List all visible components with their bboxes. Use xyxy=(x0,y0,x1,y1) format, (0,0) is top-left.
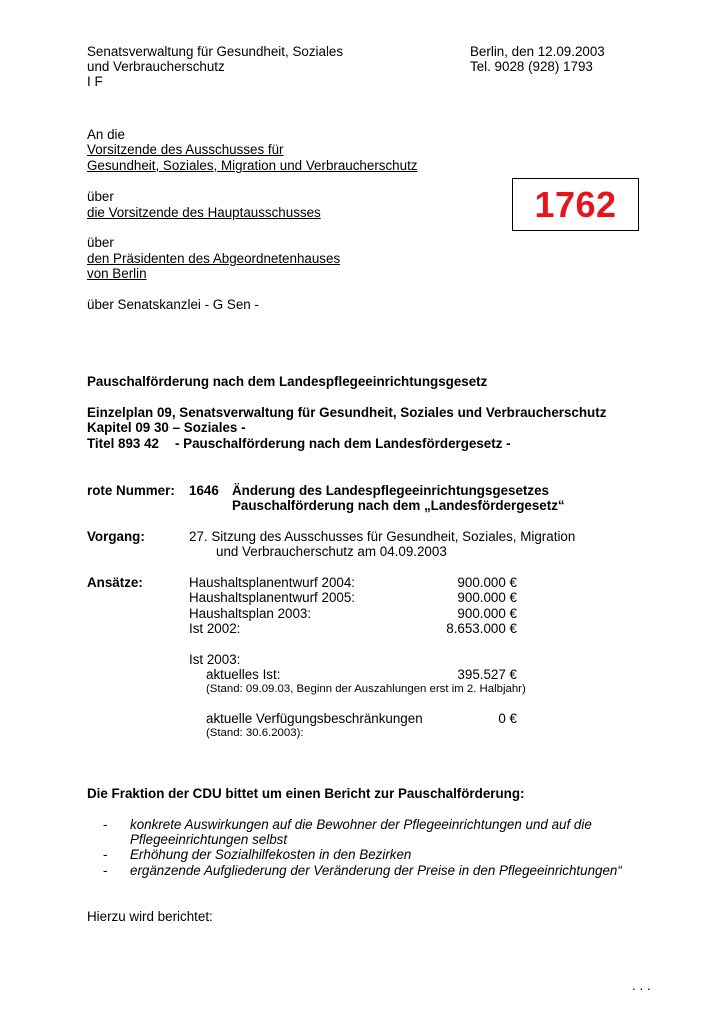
red-number-text-1: Änderung des Landespflegeeinrichtungsgesetzes xyxy=(232,483,549,498)
current-actual-value: 395.527 € xyxy=(457,667,517,682)
budget-line-1: Einzelplan 09, Senatsverwaltung für Gesundheit, Soziales und Verbraucherschutz xyxy=(87,405,607,420)
list-item-dash: - xyxy=(103,817,108,832)
via-line-2b: von Berlin xyxy=(87,266,147,281)
process-line-2: und Verbraucherschutz am 04.09.2003 xyxy=(216,544,447,559)
red-number-value: 1646 xyxy=(189,483,219,498)
red-number-text-2: Pauschalförderung nach dem „Landesfördergesetz“ xyxy=(232,498,565,513)
estimate-row-value: 8.653.000 € xyxy=(446,621,517,636)
continuation-marker: . . . xyxy=(632,978,651,993)
sender-line-3: I F xyxy=(87,74,103,89)
restrictions-note: (Stand: 30.6.2003): xyxy=(206,727,304,739)
via-line-3: über Senatskanzlei - G Sen - xyxy=(87,297,259,312)
process-label: Vorgang: xyxy=(87,529,145,544)
closing-line: Hierzu wird berichtet: xyxy=(87,909,213,924)
list-item: konkrete Auswirkungen auf die Bewohner der Pflegeeinrichtungen und auf die xyxy=(130,817,592,832)
estimate-row-value: 900.000 € xyxy=(457,590,517,605)
current-actual-note: (Stand: 09.09.03, Beginn der Auszahlungen erst im 2. Halbjahr) xyxy=(206,683,526,695)
recipient-line-1: Vorsitzende des Ausschusses für xyxy=(87,142,284,157)
estimate-row-value: 900.000 € xyxy=(457,575,517,590)
list-item-dash: - xyxy=(103,847,108,862)
restrictions-label: aktuelle Verfügungsbeschränkungen xyxy=(206,711,423,726)
recipient-line-2: Gesundheit, Soziales, Migration und Verbraucherschutz xyxy=(87,158,418,173)
process-line-1: 27. Sitzung des Ausschusses für Gesundheit, Soziales, Migration xyxy=(189,529,576,544)
estimate-row-label: Ist 2002: xyxy=(189,621,241,636)
sender-line-1: Senatsverwaltung für Gesundheit, Soziales xyxy=(87,44,344,59)
document-number: 1762 xyxy=(534,183,617,225)
budget-title-name: - Pauschalförderung nach dem Landesfördergesetz - xyxy=(175,436,511,451)
estimates-label: Ansätze: xyxy=(87,575,143,590)
recipient-label: An die xyxy=(87,127,125,142)
estimate-row-label: Haushaltsplanentwurf 2004: xyxy=(189,575,356,590)
via-line-1: die Vorsitzende des Hauptausschusses xyxy=(87,205,321,220)
budget-title-number: Titel 893 42 xyxy=(87,436,159,451)
estimate-row-label: Haushaltsplan 2003: xyxy=(189,606,312,621)
via-label-2: über xyxy=(87,235,114,250)
via-line-2a: den Präsidenten des Abgeordnetenhauses xyxy=(87,251,341,266)
list-item-dash: - xyxy=(103,863,108,878)
estimate-row-value: 900.000 € xyxy=(457,606,517,621)
phone-line: Tel. 9028 (928) 1793 xyxy=(470,59,593,74)
budget-line-2: Kapitel 09 30 – Soziales - xyxy=(87,420,246,435)
sender-line-2: und Verbraucherschutz xyxy=(87,59,225,74)
via-label-1: über xyxy=(87,189,114,204)
request-heading: Die Fraktion der CDU bittet um einen Bericht zur Pauschalförderung: xyxy=(87,786,525,801)
list-item: ergänzende Aufgliederung der Veränderung der Preise in den Pflegeeinrichtungen“ xyxy=(130,863,622,878)
list-item-continuation: Pflegeeinrichtungen selbst xyxy=(130,832,288,847)
restrictions-value: 0 € xyxy=(498,711,517,726)
current-actual-label: aktuelles Ist: xyxy=(206,667,281,682)
red-number-label: rote Nummer: xyxy=(87,483,175,498)
ist-2003-label: Ist 2003: xyxy=(189,652,241,667)
document-number-box xyxy=(512,178,639,231)
subject-heading: Pauschalförderung nach dem Landespflegeeinrichtungsgesetz xyxy=(87,374,488,389)
estimate-row-label: Haushaltsplanentwurf 2005: xyxy=(189,590,356,605)
date-line: Berlin, den 12.09.2003 xyxy=(470,44,605,59)
list-item: Erhöhung der Sozialhilfekosten in den Bezirken xyxy=(130,847,412,862)
